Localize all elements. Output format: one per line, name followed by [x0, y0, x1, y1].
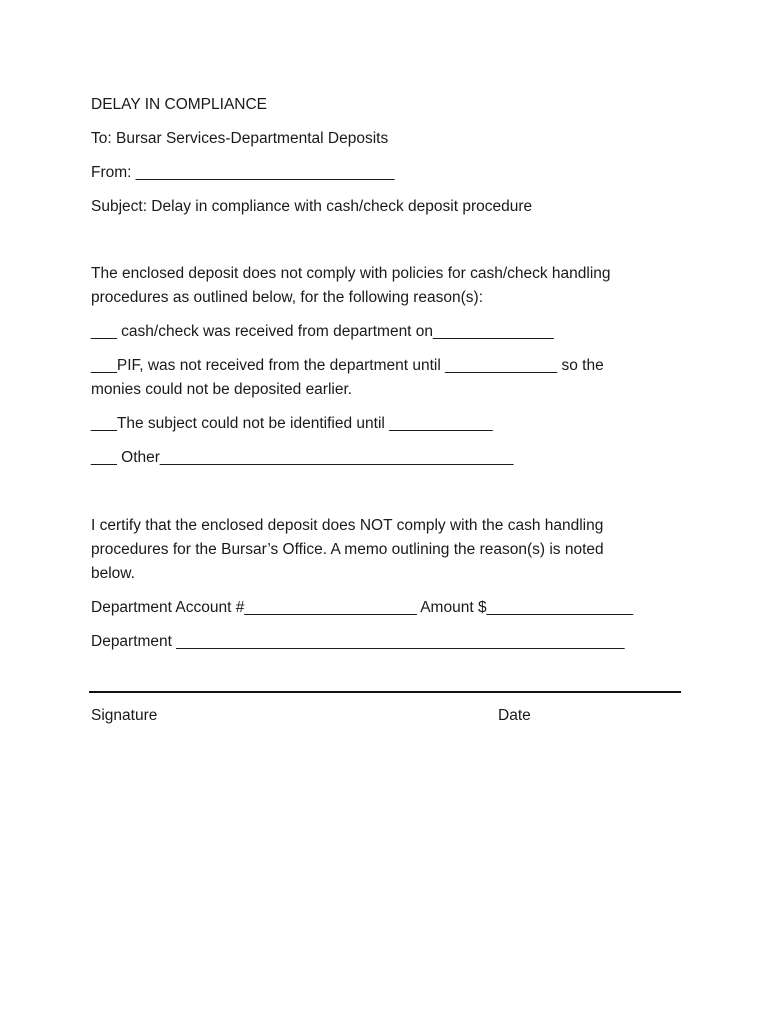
reason-pif: ___PIF, was not received from the department until _____________ so the monies could not be deposited earlier.	[91, 357, 604, 398]
memo-document	[91, 93, 691, 654]
certify-paragraph: I certify that the enclosed deposit does NOT comply with the cash handling procedures for the Bursar’s Office. A memo outlining the reason(s) is noted below.	[91, 517, 604, 582]
account-amount-line: Department Account #____________________ Amount $_________________	[91, 599, 634, 616]
memo-to-line: To: Bursar Services-Departmental Deposits	[91, 130, 389, 147]
memo-title: DELAY IN COMPLIANCE	[91, 96, 268, 113]
signature-label: Signature	[91, 707, 158, 724]
memo-from-line: From: ______________________________	[91, 164, 395, 181]
memo-subject-line: Subject: Delay in compliance with cash/check deposit procedure	[91, 198, 533, 215]
reason-cash-check: ___ cash/check was received from department on______________	[91, 323, 554, 340]
department-line: Department ____________________________________________________	[91, 633, 625, 650]
intro-paragraph: The enclosed deposit does not comply with policies for cash/check handling procedures as outlined below, for the following reason(s):	[91, 265, 611, 306]
signature-rule	[89, 691, 681, 693]
reason-other: ___ Other_________________________________________	[91, 449, 514, 466]
date-label: Date	[498, 707, 531, 724]
reason-subject-unidentified: ___The subject could not be identified until ____________	[91, 415, 493, 432]
